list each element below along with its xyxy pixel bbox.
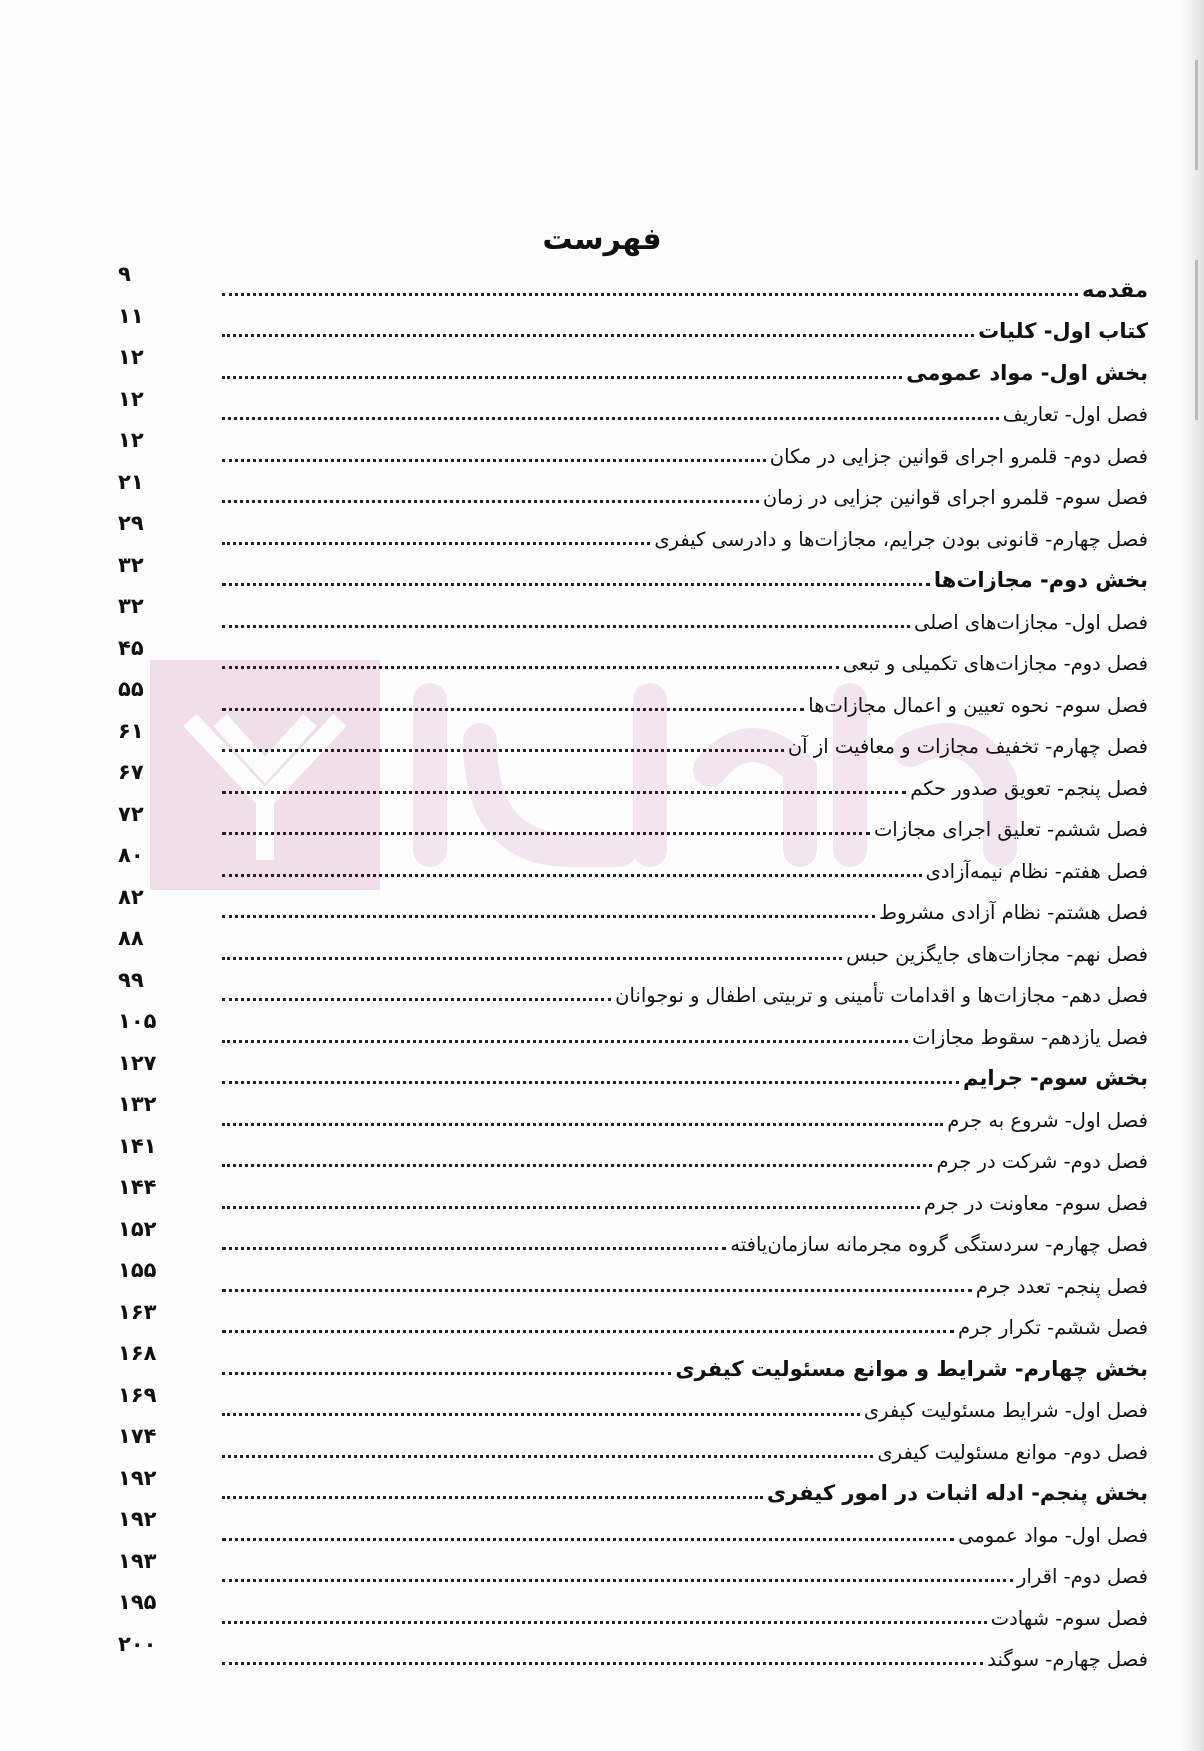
toc-page-number: ۳۲ — [118, 594, 144, 618]
toc-row — [118, 1009, 1148, 1051]
toc-page-number: ۱۹۵ — [118, 1590, 157, 1614]
dot-leader — [222, 818, 870, 835]
toc-row — [118, 1590, 1148, 1632]
dot-leader — [222, 1565, 1013, 1582]
toc-row — [118, 1092, 1148, 1134]
toc-entry — [218, 403, 1148, 426]
toc-page-number: ۱۱ — [118, 303, 144, 328]
dot-leader — [222, 1026, 908, 1043]
toc-entry — [218, 1648, 1148, 1671]
toc-page-number: ۲۱ — [118, 469, 144, 494]
toc-entry — [218, 1192, 1148, 1215]
toc-entry-label: بخش اول- مواد عمومی — [906, 360, 1148, 385]
toc-page-number: ۶۷ — [118, 760, 144, 784]
toc-entry-label: فصل پنجم- تعدد جرم — [975, 1274, 1148, 1298]
toc-page-number: ۴۵ — [118, 635, 144, 660]
toc-entry — [218, 568, 1148, 592]
toc-entry-label: فصل پنجم- تعویق صدور حکم — [910, 776, 1148, 800]
toc-page-number: ۸۰ — [118, 843, 144, 867]
toc-page-number: ۱۶۳ — [118, 1299, 157, 1324]
scan-edge-mark — [1195, 260, 1198, 420]
toc-entry-label: فصل چهارم- سوگند — [987, 1648, 1148, 1671]
toc-entry — [218, 1607, 1148, 1630]
toc-row — [118, 262, 1148, 304]
toc-page-number: ۱۲ — [118, 386, 144, 411]
toc-entry — [218, 1026, 1148, 1049]
toc-entry — [218, 1066, 1148, 1090]
toc-entry-label: فصل سوم- نحوه تعیین و اعمال مجازات‌ها — [808, 693, 1148, 717]
toc-entry — [218, 445, 1148, 468]
toc-entry-label: فصل ششم- تکرار جرم — [957, 1316, 1148, 1339]
toc-row — [118, 553, 1148, 595]
toc-entry-label: بخش پنجم- ادله اثبات در امور کیفری — [766, 1481, 1148, 1505]
toc-page-number: ۱۹۳ — [118, 1548, 157, 1573]
toc-page-number: ۲۹ — [118, 511, 144, 535]
toc-entry — [218, 735, 1148, 758]
toc-page-number: ۲۰۰ — [118, 1631, 157, 1656]
dot-leader — [222, 1066, 959, 1084]
toc-page-number: ۱۷۴ — [118, 1424, 157, 1448]
toc-entry — [218, 860, 1148, 883]
toc-entry-label: فصل چهارم- قانونی بودن جرایم، مجازات‌ها و دادرسی کیفری — [654, 527, 1148, 551]
toc-page-number: ۸۲ — [118, 884, 144, 909]
toc-entry — [218, 901, 1148, 924]
toc-entry-label: کتاب اول- کلیات — [978, 319, 1148, 343]
toc-entry — [218, 486, 1148, 509]
toc-entry — [218, 1441, 1148, 1464]
toc-entry — [218, 1233, 1148, 1256]
dot-leader — [222, 1150, 932, 1167]
toc-page-number: ۳۲ — [118, 552, 144, 577]
toc-entry — [218, 777, 1148, 800]
toc-entry — [218, 528, 1148, 551]
toc-entry — [218, 984, 1148, 1007]
toc-row — [118, 1300, 1148, 1342]
toc-row — [118, 843, 1148, 885]
toc-page-number: ۶۱ — [118, 718, 144, 743]
toc-page-number: ۸۸ — [118, 926, 144, 950]
toc-entry-label: فصل چهارم- سردستگی گروه مجرمانه سازمان‌یافته — [730, 1233, 1148, 1256]
dot-leader — [222, 694, 804, 711]
toc-entry-label: فصل اول- مواد عمومی — [958, 1523, 1148, 1547]
toc-row — [118, 1549, 1148, 1591]
toc-entry-label: بخش چهارم- شرایط و موانع مسئولیت کیفری — [675, 1356, 1148, 1381]
dot-leader — [222, 777, 906, 794]
toc-row — [118, 1424, 1148, 1466]
scan-edge-shadow — [1180, 0, 1204, 1751]
toc-entry-label: فصل اول- شروع به جرم — [947, 1108, 1148, 1132]
toc-entry-label: فصل هشتم- نظام آزادی مشروط — [878, 901, 1148, 924]
toc-entry-label: فصل نهم- مجازات‌های جایگزین حبس — [846, 942, 1148, 966]
toc-entry-label: بخش دوم- مجازات‌ها — [933, 568, 1148, 592]
dot-leader — [222, 652, 839, 669]
toc-entry — [218, 694, 1148, 717]
toc-row — [118, 1383, 1148, 1425]
toc-entry-label: فصل اول- مجازات‌های اصلی — [914, 610, 1148, 634]
toc-page-number: ۷۲ — [118, 801, 144, 826]
toc-entry — [218, 1399, 1148, 1422]
toc-entry-label: فصل دوم- موانع مسئولیت کیفری — [877, 1440, 1148, 1464]
toc-row — [118, 511, 1148, 553]
dot-leader — [222, 860, 922, 877]
dot-leader — [222, 611, 910, 628]
toc-row — [118, 1134, 1148, 1176]
toc-entry — [218, 361, 1148, 385]
toc-entry-label: فصل سوم- معاونت در جرم — [923, 1191, 1148, 1215]
toc-row — [118, 1341, 1148, 1383]
toc-entry-label: فصل یازدهم- سقوط مجازات — [912, 1025, 1148, 1049]
dot-leader — [222, 1109, 943, 1126]
dot-leader — [222, 1648, 983, 1665]
toc-row — [118, 885, 1148, 927]
toc-page-number: ۱۹۲ — [118, 1465, 157, 1490]
toc-entry — [218, 652, 1148, 675]
toc-entry-label: فصل هفتم- نظام نیمه‌آزادی — [925, 859, 1148, 883]
toc-page-number: ۱۰۵ — [118, 1009, 157, 1033]
toc-row — [118, 1175, 1148, 1217]
dot-leader — [222, 1481, 763, 1499]
dot-leader — [222, 1524, 954, 1541]
toc-page-number: ۱۲۷ — [118, 1050, 157, 1075]
dot-leader — [222, 403, 999, 420]
toc-entry — [218, 1357, 1148, 1381]
toc-row — [118, 1632, 1148, 1674]
toc-page-number: ۵۵ — [118, 677, 144, 701]
page-title: فهرست — [542, 222, 662, 257]
toc-entry — [218, 1481, 1148, 1505]
dot-leader — [222, 1399, 860, 1416]
toc-row — [118, 428, 1148, 470]
toc-entry-label: فصل اول- تعاریف — [1002, 403, 1148, 426]
toc-row — [118, 594, 1148, 636]
toc-row — [118, 719, 1148, 761]
toc-entry — [218, 943, 1148, 966]
toc-row — [118, 304, 1148, 346]
dot-leader — [222, 984, 611, 1001]
toc-entry-label: فصل دوم- اقرار — [1017, 1565, 1148, 1588]
dot-leader — [222, 1192, 920, 1209]
toc-row — [118, 677, 1148, 719]
toc-entry-label: فصل ششم- تعلیق اجرای مجازات — [873, 818, 1148, 841]
dot-leader — [222, 735, 784, 752]
toc-entry — [218, 278, 1148, 302]
toc-entry-label: بخش سوم- جرایم — [962, 1066, 1148, 1090]
toc-entry — [218, 1316, 1148, 1339]
toc-row — [118, 387, 1148, 429]
dot-leader — [222, 1275, 972, 1292]
dot-leader — [222, 486, 759, 503]
dot-leader — [222, 1233, 726, 1250]
toc-row — [118, 926, 1148, 968]
dot-leader — [222, 445, 766, 462]
toc-entry-label: فصل سوم- شهادت — [990, 1606, 1148, 1630]
toc-entry — [218, 818, 1148, 841]
toc-entry — [218, 319, 1148, 343]
toc-page-number: ۹ — [118, 262, 131, 286]
toc-page-number: ۱۵۲ — [118, 1216, 157, 1241]
toc-row — [118, 1258, 1148, 1300]
toc-entry — [218, 1524, 1148, 1547]
dot-leader — [222, 278, 1078, 296]
toc-entry — [218, 611, 1148, 634]
toc-page-number: ۱۴۱ — [118, 1133, 157, 1158]
table-of-contents — [118, 262, 1148, 1673]
toc-entry-label: فصل اول- شرایط مسئولیت کیفری — [863, 1399, 1148, 1422]
toc-entry — [218, 1150, 1148, 1173]
dot-leader — [222, 319, 974, 337]
toc-row — [118, 802, 1148, 844]
toc-page-number: ۱۲ — [118, 345, 144, 369]
scan-edge-mark — [1195, 60, 1198, 170]
toc-row — [118, 1217, 1148, 1259]
toc-page-number: ۱۲ — [118, 428, 144, 452]
dot-leader — [222, 361, 902, 379]
dot-leader — [222, 1316, 954, 1333]
toc-page-number: ۱۹۲ — [118, 1507, 157, 1531]
toc-row — [118, 345, 1148, 387]
dot-leader — [222, 1607, 987, 1624]
toc-entry-label: فصل دوم- مجازات‌های تکمیلی و تبعی — [842, 652, 1148, 675]
toc-page-number: ۱۶۸ — [118, 1341, 157, 1365]
toc-entry — [218, 1109, 1148, 1132]
dot-leader — [222, 528, 650, 545]
toc-row — [118, 470, 1148, 512]
toc-row — [118, 968, 1148, 1010]
toc-page-number: ۱۶۹ — [118, 1382, 157, 1407]
toc-entry-label: فصل دوم- قلمرو اجرای قوانین جزایی در مکان — [769, 444, 1148, 468]
toc-row — [118, 1051, 1148, 1093]
dot-leader — [222, 901, 875, 918]
toc-row — [118, 1466, 1148, 1508]
toc-page-number: ۹۹ — [118, 967, 144, 992]
toc-page-number: ۱۵۵ — [118, 1258, 157, 1282]
toc-page-number: ۱۳۲ — [118, 1092, 157, 1116]
toc-entry-label: فصل دهم- مجازات‌ها و اقدامات تأمینی و تربیتی اطفال و نوجوانان — [615, 984, 1148, 1007]
toc-entry-label: فصل دوم- شرکت در جرم — [936, 1150, 1148, 1173]
toc-entry-label: فصل چهارم- تخفیف مجازات و معافیت از آن — [787, 735, 1148, 758]
toc-entry — [218, 1565, 1148, 1588]
dot-leader — [222, 1441, 873, 1458]
toc-row — [118, 636, 1148, 678]
toc-page-number: ۱۴۴ — [118, 1175, 157, 1199]
dot-leader — [222, 568, 930, 586]
toc-entry-label: فصل سوم- قلمرو اجرای قوانین جزایی در زمان — [762, 486, 1148, 509]
toc-row — [118, 1507, 1148, 1549]
dot-leader — [222, 1357, 671, 1375]
dot-leader — [222, 943, 842, 960]
toc-row — [118, 760, 1148, 802]
toc-entry-label: مقدمه — [1082, 277, 1148, 302]
toc-entry — [218, 1275, 1148, 1298]
